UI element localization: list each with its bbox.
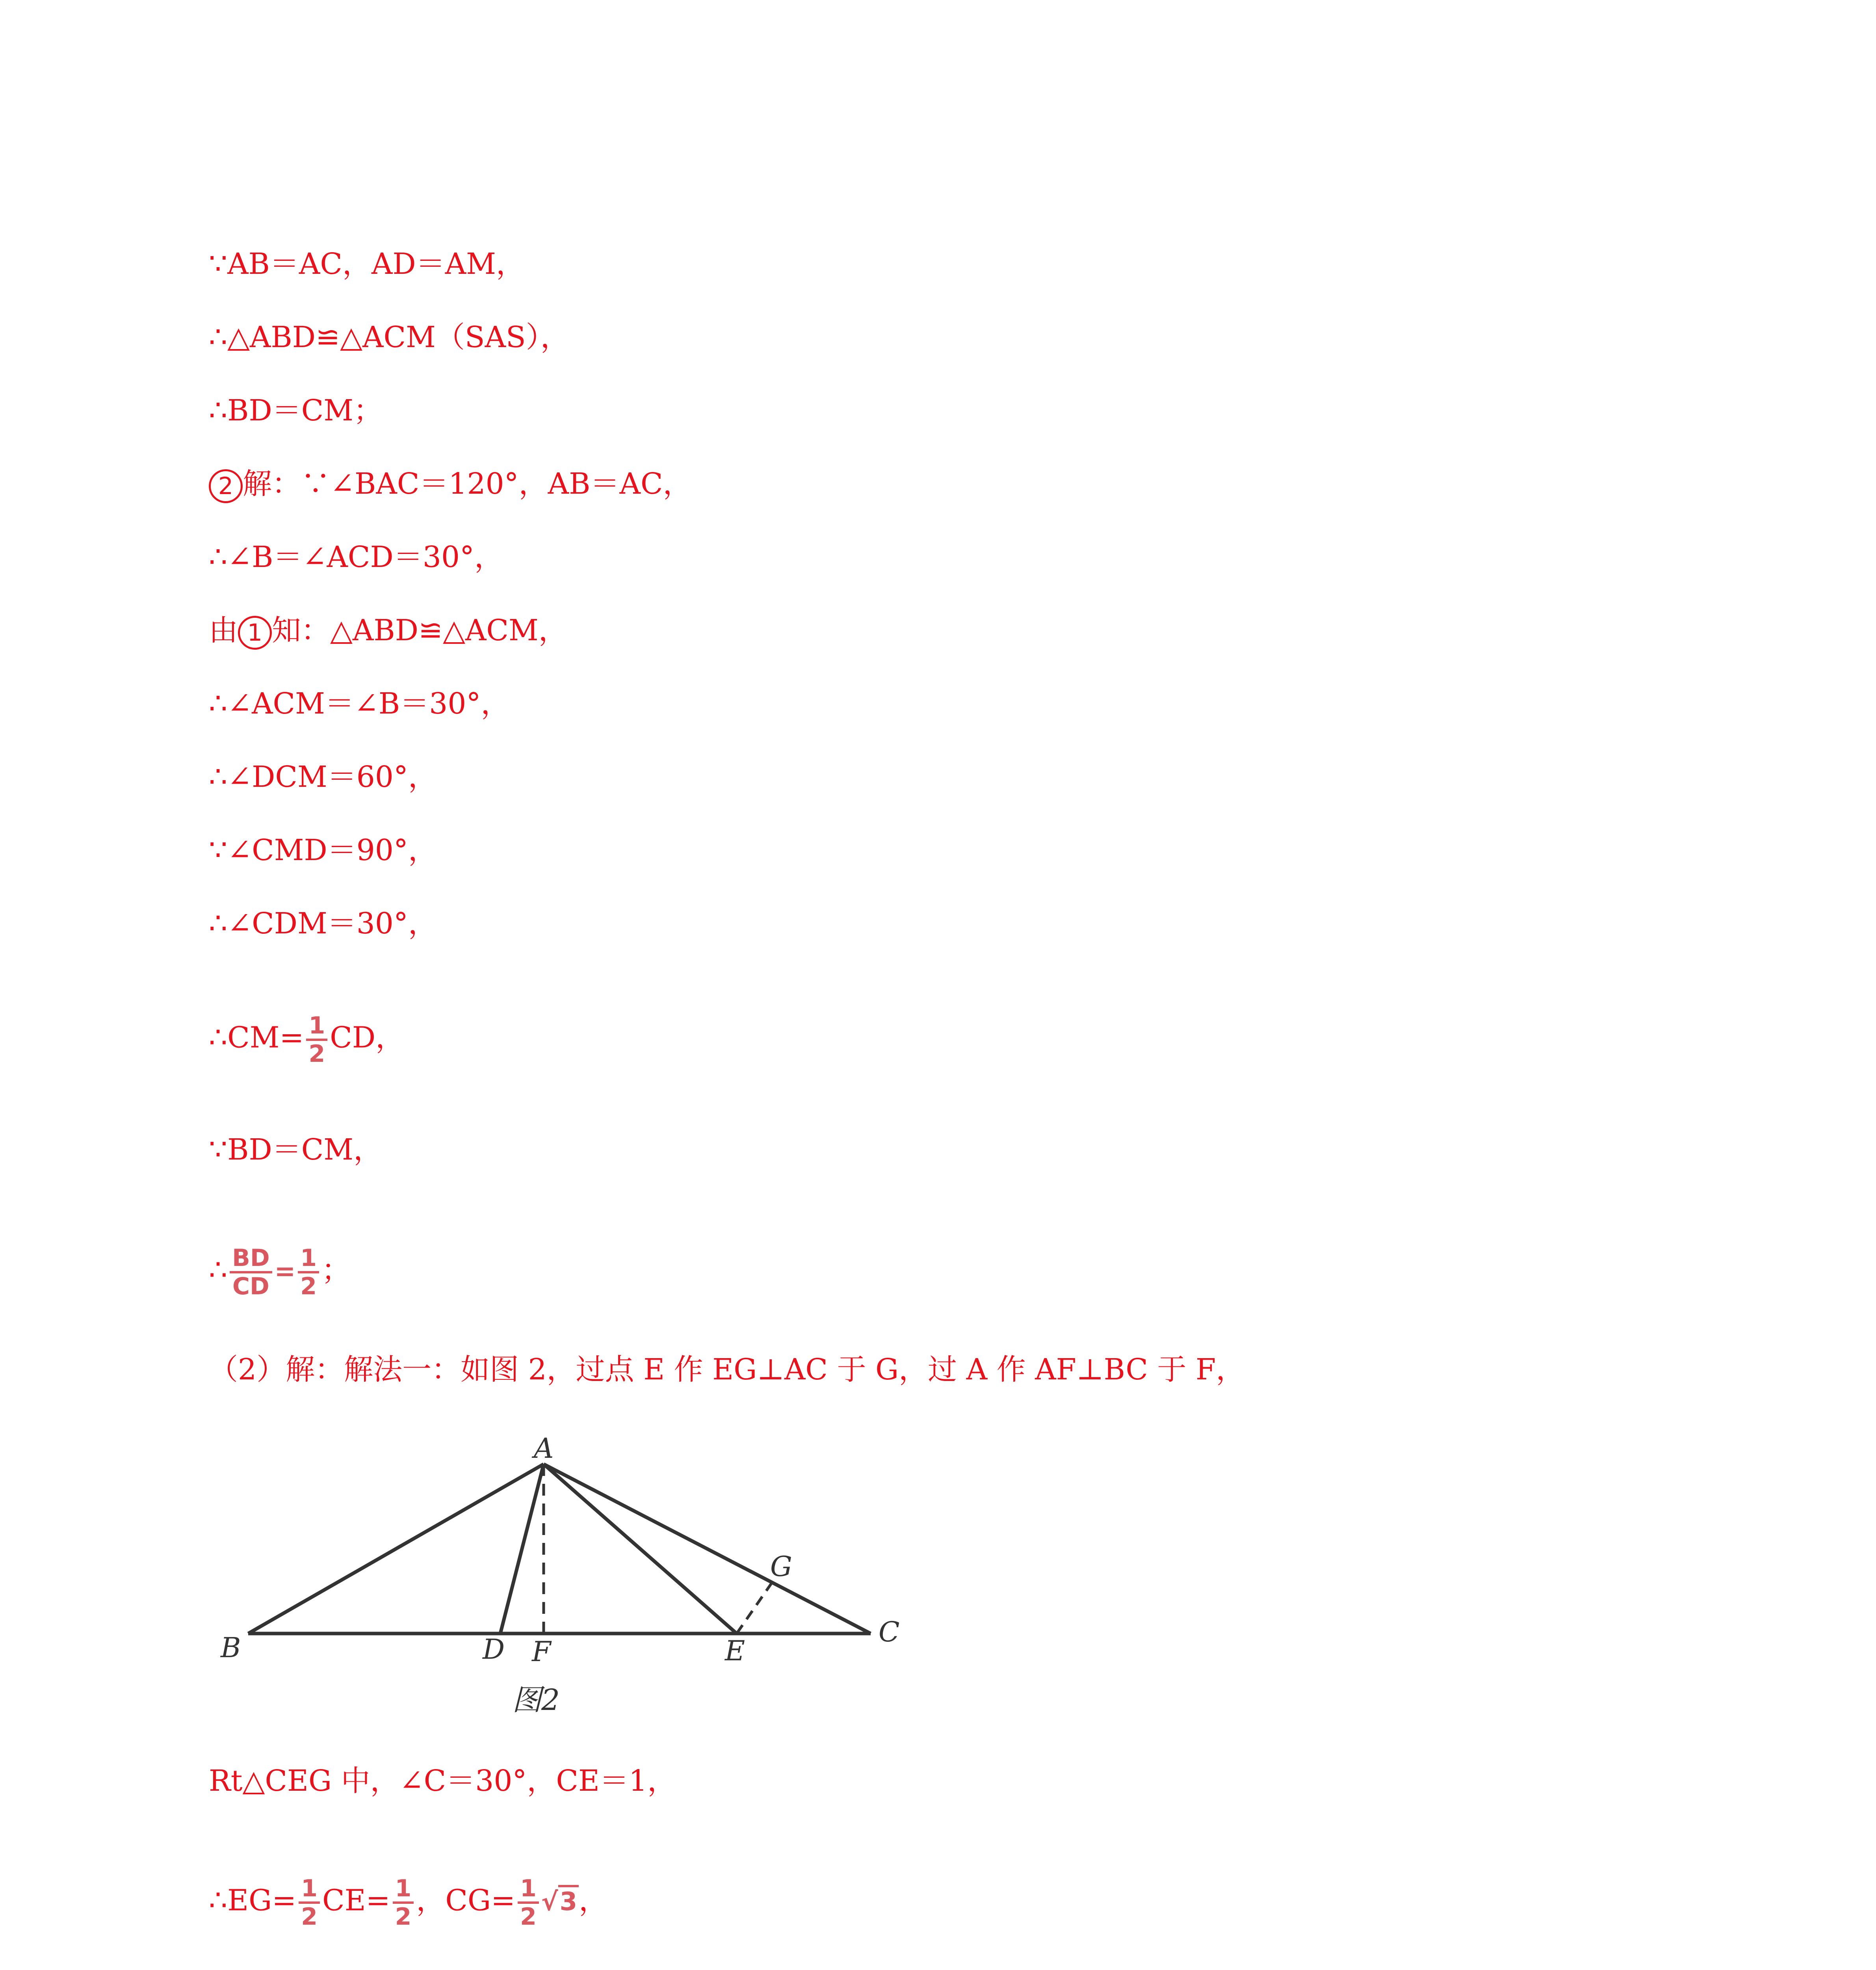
fraction-numerator: 1 xyxy=(299,1875,320,1904)
segment-ad xyxy=(500,1464,544,1634)
text-line-11-post: CD， xyxy=(330,1020,405,1055)
fraction-denominator: 2 xyxy=(395,1903,412,1931)
text-line-1: ∵AB＝AC，AD＝AM， xyxy=(209,247,525,281)
figure-caption: 图2 xyxy=(512,1683,560,1717)
text-line-13 xyxy=(209,1245,351,1299)
text-line-15: Rt△CEG 中，∠C＝30°，CE＝1， xyxy=(209,1764,677,1798)
text-line-11-pre: ∴CM= xyxy=(209,1020,304,1055)
text-line-16-post: ， xyxy=(579,1883,608,1918)
circled-number: 1 xyxy=(238,616,272,650)
point-label-c: C xyxy=(879,1616,900,1648)
fraction-numerator: 1 xyxy=(518,1875,539,1904)
text-line-4-body: 解：∵∠BAC＝120°，AB＝AC， xyxy=(243,467,692,501)
text-line-6 xyxy=(209,611,568,650)
point-label-f: F xyxy=(532,1635,551,1668)
text-line-6-pre: 由 xyxy=(209,613,238,647)
geometry-figure xyxy=(197,1414,906,1738)
fraction xyxy=(306,1013,327,1067)
text-line-4 xyxy=(209,464,692,504)
text-line-13-post: ； xyxy=(321,1253,351,1287)
text-line-3: ∴BD＝CM； xyxy=(209,394,383,427)
text-line-16-pre: ∴EG= xyxy=(209,1883,297,1918)
text-line-16-mid1: CE= xyxy=(322,1883,390,1918)
fraction-numerator: BD xyxy=(230,1245,272,1273)
text-line-9: ∵∠CMD＝90°， xyxy=(209,833,437,867)
fraction xyxy=(230,1245,272,1299)
text-line-16 xyxy=(209,1875,608,1930)
radicand: 3 xyxy=(558,1885,579,1916)
text-line-5: ∴∠B＝∠ACD＝30°， xyxy=(209,540,504,574)
segment-eg-dashed xyxy=(737,1582,772,1634)
fraction-denominator: 2 xyxy=(301,1903,318,1931)
fraction-denominator: 2 xyxy=(300,1273,317,1300)
fraction xyxy=(298,1245,319,1299)
point-label-e: E xyxy=(725,1635,745,1667)
segment-ab xyxy=(248,1464,544,1634)
fraction xyxy=(299,1875,320,1930)
fraction-denominator: CD xyxy=(232,1273,269,1300)
text-line-12: ∵BD＝CM， xyxy=(209,1133,383,1167)
text-line-14: （2）解：解法一：如图 2，过点 E 作 EG⊥AC 于 G，过 A 作 AF⊥BC 于 F， xyxy=(209,1353,1245,1386)
text-line-2: ∴△ABD≌△ACM（SAS）， xyxy=(209,320,570,354)
text-line-11 xyxy=(209,1013,405,1067)
fraction-denominator: 2 xyxy=(308,1040,325,1068)
fraction-numerator: 1 xyxy=(306,1013,327,1041)
text-line-16-mid2: ，CG= xyxy=(416,1883,516,1918)
fraction-numerator: 1 xyxy=(393,1875,414,1904)
fraction-denominator: 2 xyxy=(520,1903,537,1931)
text-line-8: ∴∠DCM＝60°， xyxy=(209,760,437,794)
fraction xyxy=(393,1875,414,1930)
circled-number: 2 xyxy=(209,469,243,503)
text-line-13-pre: ∴ xyxy=(209,1253,228,1287)
text-line-6-post: 知：△ABD≌△ACM， xyxy=(272,613,568,647)
equals-sign: = xyxy=(274,1257,296,1286)
point-label-b: B xyxy=(221,1632,241,1664)
text-line-10: ∴∠CDM＝30°， xyxy=(209,907,437,940)
square-root: √3 xyxy=(541,1885,579,1916)
text-line-7: ∴∠ACM＝∠B＝30°， xyxy=(209,687,510,721)
point-label-g: G xyxy=(770,1550,792,1583)
fraction xyxy=(518,1875,539,1930)
point-label-d: D xyxy=(483,1633,505,1665)
fraction-numerator: 1 xyxy=(298,1245,319,1273)
point-label-a: A xyxy=(534,1432,554,1464)
